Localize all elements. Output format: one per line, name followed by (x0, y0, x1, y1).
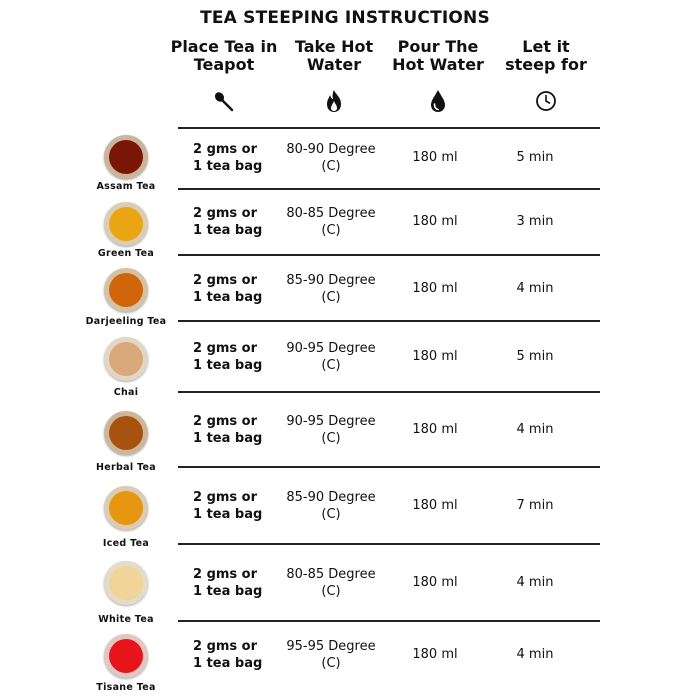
tea-quantity: 2 gms or 1 tea bag (193, 567, 263, 599)
tea-quantity: 2 gms or 1 tea bag (193, 206, 263, 238)
tea-cup-image (104, 561, 148, 605)
water-temperature: 90-95 Degree (C) (286, 341, 376, 373)
tea-cup-image (104, 634, 148, 678)
tea-name: Darjeeling Tea (85, 316, 167, 327)
row-divider (178, 543, 600, 545)
water-temperature: 85-90 Degree (C) (286, 273, 376, 305)
water-volume: 180 ml (412, 422, 458, 437)
tea-cup-image (104, 135, 148, 179)
row-divider (178, 127, 600, 129)
steep-time: 5 min (516, 150, 554, 165)
water-volume: 180 ml (412, 150, 458, 165)
row-divider (178, 320, 600, 322)
water-volume: 180 ml (412, 349, 458, 364)
tea-name: White Tea (98, 614, 154, 625)
column-header-line2: Hot Water (392, 55, 484, 74)
tea-cup-image (104, 486, 148, 530)
column-header-line1: Let it (522, 37, 570, 56)
tea-cup-image (104, 202, 148, 246)
water-temperature: 95-95 Degree (C) (286, 639, 376, 671)
tea-cup-image (104, 337, 148, 381)
fire-icon (319, 88, 349, 114)
column-header-line1: Place Tea in (170, 37, 278, 56)
tea-name: Iced Tea (102, 538, 150, 549)
water-volume: 180 ml (412, 498, 458, 513)
steep-time: 4 min (516, 575, 554, 590)
row-divider (178, 466, 600, 468)
tea-quantity: 2 gms or 1 tea bag (193, 414, 263, 446)
steep-time: 5 min (516, 349, 554, 364)
water-temperature: 85-90 Degree (C) (286, 490, 376, 522)
tea-name: Assam Tea (96, 181, 156, 192)
tea-cup-image (104, 411, 148, 455)
tea-name: Green Tea (97, 248, 155, 259)
water-drop-icon (423, 88, 453, 114)
row-divider (178, 620, 600, 622)
row-divider (178, 391, 600, 393)
row-divider (178, 188, 600, 190)
tea-quantity: 2 gms or 1 tea bag (193, 273, 263, 305)
column-header-line2: Water (306, 55, 362, 74)
steep-time: 3 min (516, 214, 554, 229)
steep-time: 4 min (516, 422, 554, 437)
water-temperature: 80-85 Degree (C) (286, 206, 376, 238)
steep-time: 7 min (516, 498, 554, 513)
clock-icon (531, 88, 561, 114)
column-header-line2: Teapot (193, 55, 255, 74)
tea-quantity: 2 gms or 1 tea bag (193, 639, 263, 671)
row-divider (178, 254, 600, 256)
water-volume: 180 ml (412, 281, 458, 296)
spoon-icon (209, 88, 239, 114)
tea-name: Chai (113, 387, 139, 398)
water-temperature: 90-95 Degree (C) (286, 414, 376, 446)
tea-name: Tisane Tea (96, 682, 156, 693)
column-header-4 (481, 38, 611, 74)
tea-quantity: 2 gms or 1 tea bag (193, 142, 263, 174)
water-volume: 180 ml (412, 575, 458, 590)
column-header-line2: steep for (505, 55, 587, 74)
column-header-line1: Take Hot (294, 37, 374, 56)
water-temperature: 80-90 Degree (C) (286, 142, 376, 174)
water-temperature: 80-85 Degree (C) (286, 567, 376, 599)
tea-name: Herbal Tea (96, 462, 156, 473)
tea-cup-image (104, 268, 148, 312)
tea-quantity: 2 gms or 1 tea bag (193, 341, 263, 373)
steep-time: 4 min (516, 281, 554, 296)
tea-quantity: 2 gms or 1 tea bag (193, 490, 263, 522)
water-volume: 180 ml (412, 214, 458, 229)
page-title: TEA STEEPING INSTRUCTIONS (200, 8, 490, 28)
column-header-line1: Pour The (397, 37, 479, 56)
water-volume: 180 ml (412, 647, 458, 662)
steep-time: 4 min (516, 647, 554, 662)
